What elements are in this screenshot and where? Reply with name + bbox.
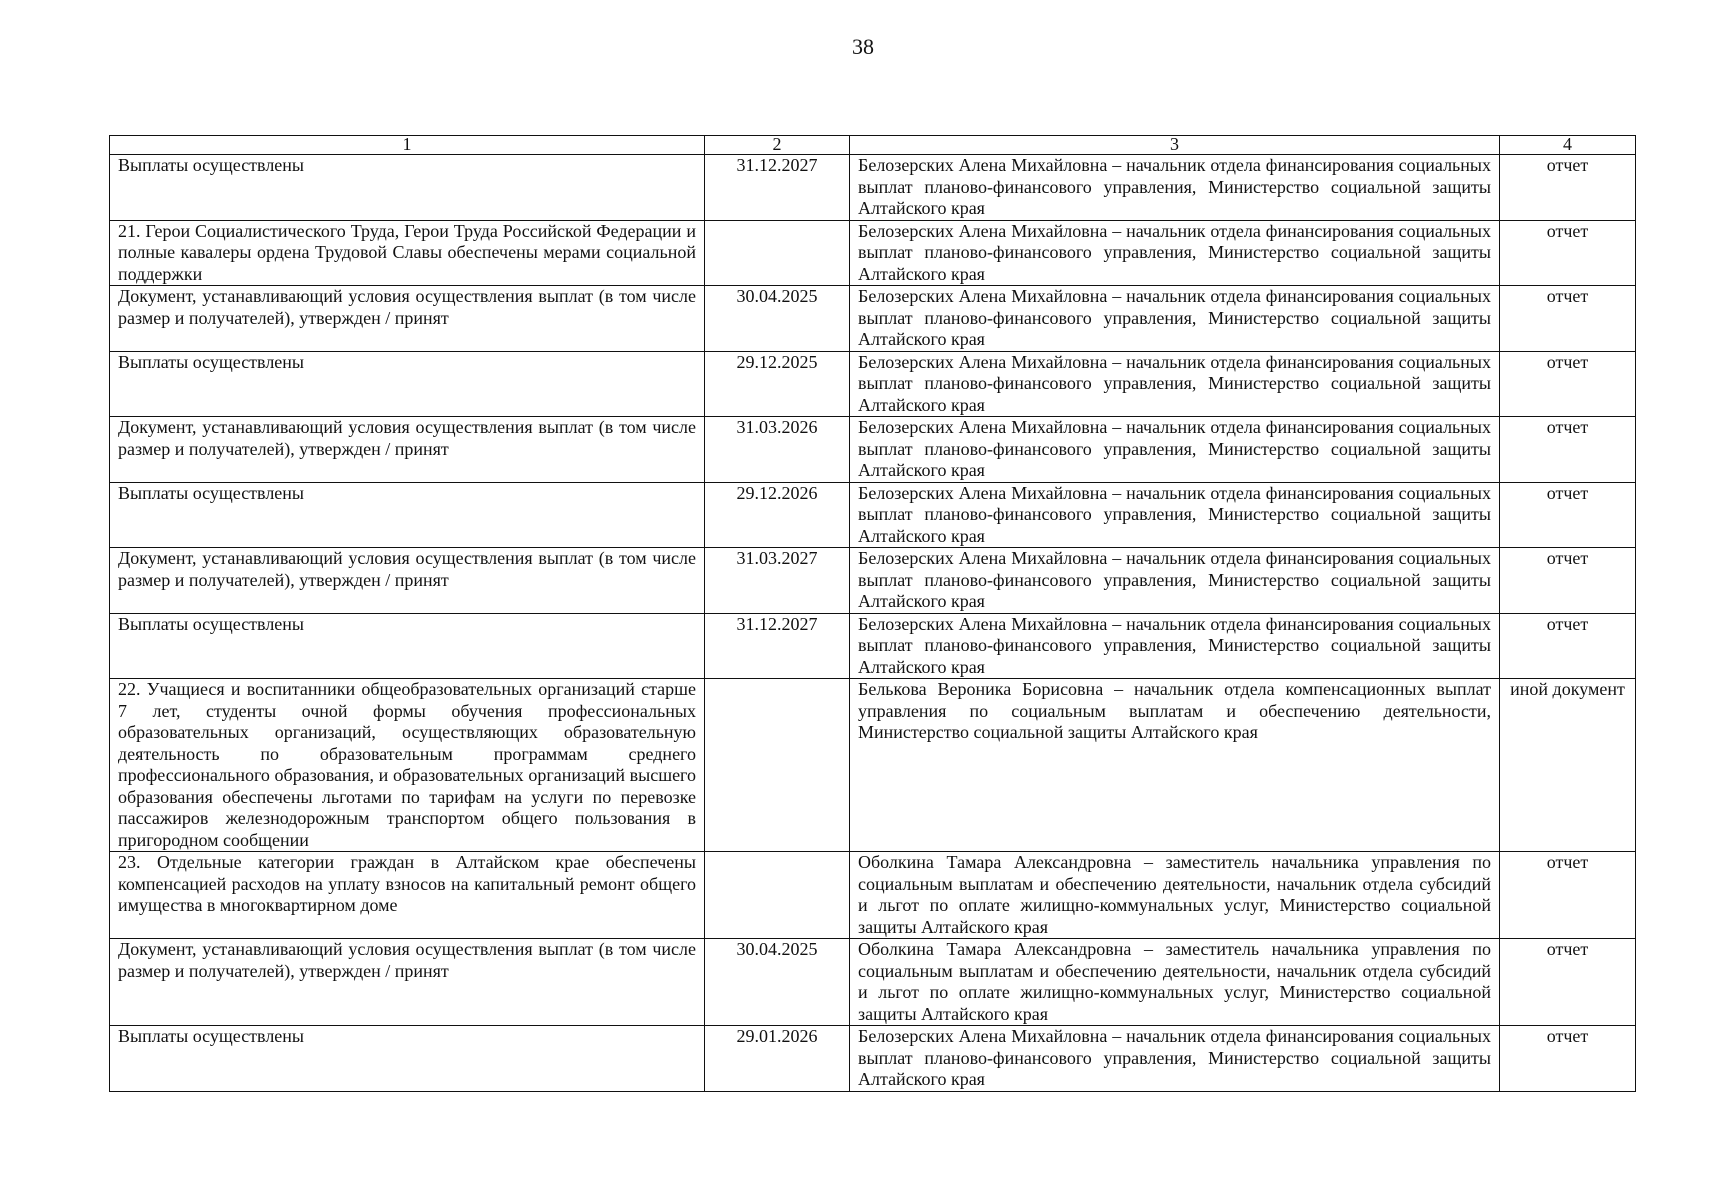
table-row (110, 1026, 1636, 1092)
responsible-cell: Белозерских Алена Михайловна – начальник отдела финансирования социальных выплат планово-финансового управления, Министерство социальной защиты Алтайского края (850, 613, 1500, 679)
date-cell (705, 220, 850, 286)
result-cell: Выплаты осуществлены (110, 351, 705, 417)
document-type-cell: отчет (1500, 220, 1636, 286)
result-cell: Выплаты осуществлены (110, 613, 705, 679)
document-type-cell: иной документ (1500, 679, 1636, 852)
table-header-row (110, 136, 1636, 155)
document-type-cell: отчет (1500, 939, 1636, 1026)
document-type-cell: отчет (1500, 482, 1636, 548)
document-type-cell: отчет (1500, 548, 1636, 614)
table-row (110, 613, 1636, 679)
date-cell: 31.03.2027 (705, 548, 850, 614)
document-type-cell: отчет (1500, 351, 1636, 417)
responsible-cell: Белозерских Алена Михайловна – начальник отдела финансирования социальных выплат планово-финансового управления, Министерство социальной защиты Алтайского края (850, 1026, 1500, 1092)
date-cell: 31.12.2027 (705, 155, 850, 221)
table-row (110, 155, 1636, 221)
table-row (110, 351, 1636, 417)
document-type-cell: отчет (1500, 852, 1636, 939)
document-table (109, 135, 1636, 1092)
responsible-cell: Белозерских Алена Михайловна – начальник отдела финансирования социальных выплат планово-финансового управления, Министерство социальной защиты Алтайского края (850, 155, 1500, 221)
column-header-3: 3 (850, 136, 1500, 155)
document-type-cell: отчет (1500, 155, 1636, 221)
responsible-cell: Белозерских Алена Михайловна – начальник отдела финансирования социальных выплат планово-финансового управления, Министерство социальной защиты Алтайского края (850, 351, 1500, 417)
result-cell: Выплаты осуществлены (110, 155, 705, 221)
date-cell: 29.12.2026 (705, 482, 850, 548)
document-type-cell: отчет (1500, 286, 1636, 352)
date-cell (705, 679, 850, 852)
result-cell: 23. Отдельные категории граждан в Алтайском крае обеспечены компенсацией расходов на уплату взносов на капитальный ремонт общего имущества в многоквартирном доме (110, 852, 705, 939)
result-cell: 22. Учащиеся и воспитанники общеобразовательных организаций старше 7 лет, студенты очной формы обучения профессиональных образовательных организаций, осуществляющих образовательную деятельность по образовательным программам среднего профессионального образования, и образовательных организаций высшего образования обеспечены льготами по тарифам на услуги по перевозке пассажиров железнодорожным транспортом общего пользования в пригородном сообщении (110, 679, 705, 852)
result-cell: Документ, устанавливающий условия осуществления выплат (в том числе размер и получателей), утвержден / принят (110, 939, 705, 1026)
result-cell: Документ, устанавливающий условия осуществления выплат (в том числе размер и получателей), утвержден / принят (110, 417, 705, 483)
responsible-cell: Белозерских Алена Михайловна – начальник отдела финансирования социальных выплат планово-финансового управления, Министерство социальной защиты Алтайского края (850, 286, 1500, 352)
page-number: 38 (852, 34, 874, 59)
date-cell: 29.12.2025 (705, 351, 850, 417)
table-row (110, 679, 1636, 852)
responsible-cell: Белозерских Алена Михайловна – начальник отдела финансирования социальных выплат планово-финансового управления, Министерство социальной защиты Алтайского края (850, 417, 1500, 483)
table-row (110, 548, 1636, 614)
date-cell: 30.04.2025 (705, 939, 850, 1026)
document-type-cell: отчет (1500, 1026, 1636, 1092)
responsible-cell: Белозерских Алена Михайловна – начальник отдела финансирования социальных выплат планово-финансового управления, Министерство социальной защиты Алтайского края (850, 482, 1500, 548)
document-type-cell: отчет (1500, 613, 1636, 679)
date-cell: 31.12.2027 (705, 613, 850, 679)
column-header-1: 1 (110, 136, 705, 155)
date-cell: 31.03.2026 (705, 417, 850, 483)
result-cell: Документ, устанавливающий условия осуществления выплат (в том числе размер и получателей), утвержден / принят (110, 286, 705, 352)
result-cell: Выплаты осуществлены (110, 482, 705, 548)
date-cell: 29.01.2026 (705, 1026, 850, 1092)
responsible-cell: Белозерских Алена Михайловна – начальник отдела финансирования социальных выплат планово-финансового управления, Министерство социальной защиты Алтайского края (850, 548, 1500, 614)
table-row (110, 939, 1636, 1026)
responsible-cell: Оболкина Тамара Александровна – заместитель начальника управления по социальным выплатам и обеспечению деятельности, начальник отдела субсидий и льгот по оплате жилищно-коммунальных услуг, Министерство социальной защиты Алтайского края (850, 852, 1500, 939)
table-row (110, 852, 1636, 939)
table-row (110, 220, 1636, 286)
column-header-2: 2 (705, 136, 850, 155)
responsible-cell: Белозерских Алена Михайловна – начальник отдела финансирования социальных выплат планово-финансового управления, Министерство социальной защиты Алтайского края (850, 220, 1500, 286)
table-row (110, 286, 1636, 352)
result-cell: 21. Герои Социалистического Труда, Герои Труда Российской Федерации и полные кавалеры ордена Трудовой Славы обеспечены мерами социальной поддержки (110, 220, 705, 286)
table-row (110, 482, 1636, 548)
result-cell: Документ, устанавливающий условия осуществления выплат (в том числе размер и получателей), утвержден / принят (110, 548, 705, 614)
document-type-cell: отчет (1500, 417, 1636, 483)
responsible-cell: Оболкина Тамара Александровна – заместитель начальника управления по социальным выплатам и обеспечению деятельности, начальник отдела субсидий и льгот по оплате жилищно-коммунальных услуг, Министерство социальной защиты Алтайского края (850, 939, 1500, 1026)
result-cell: Выплаты осуществлены (110, 1026, 705, 1092)
column-header-4: 4 (1500, 136, 1636, 155)
table-row (110, 417, 1636, 483)
responsible-cell: Белькова Вероника Борисовна – начальник отдела компенсационных выплат управления по социальным выплатам и обеспечению деятельности, Министерство социальной защиты Алтайского края (850, 679, 1500, 852)
date-cell: 30.04.2025 (705, 286, 850, 352)
date-cell (705, 852, 850, 939)
